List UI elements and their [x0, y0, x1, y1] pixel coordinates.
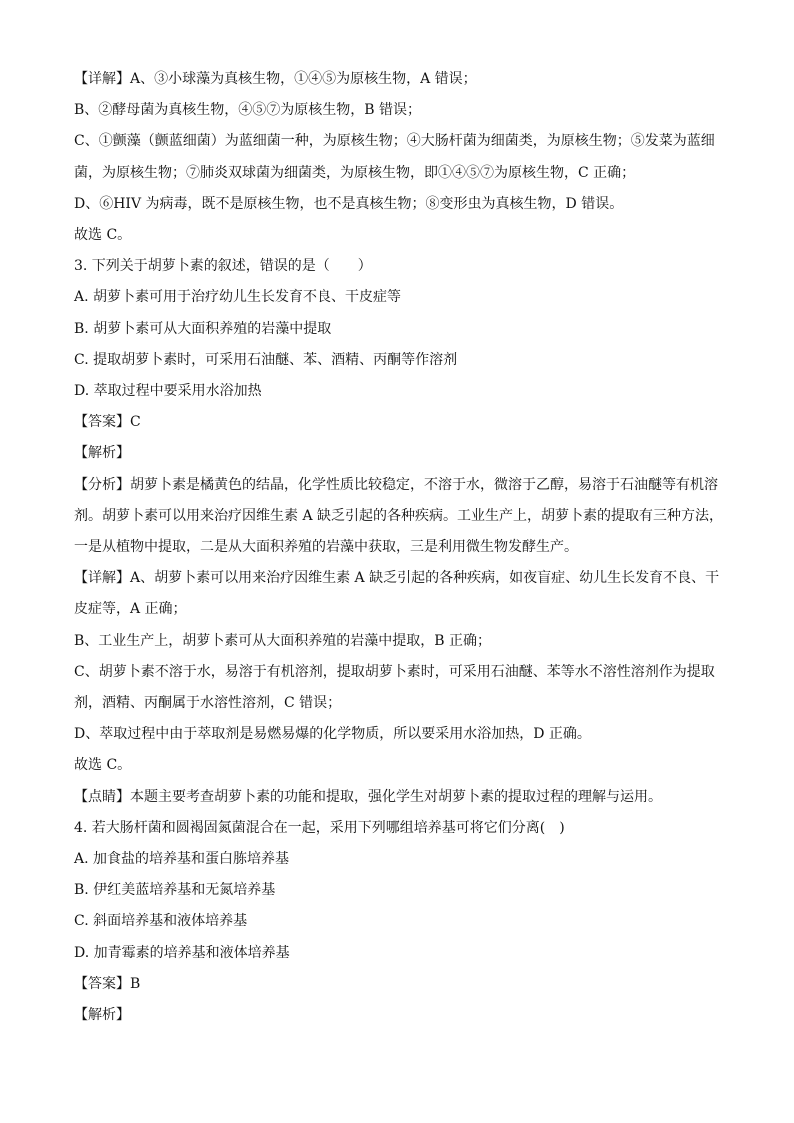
text-line: D、萃取过程中由于萃取剂是易燃易爆的化学物质，所以要采用水浴加热，D 正确。 — [74, 726, 591, 743]
option-c: C. 斜面培养基和液体培养基 — [74, 913, 248, 930]
question-stem: 4. 若大肠杆菌和圆褐固氮菌混合在一起，采用下列哪组培养基可将它们分离( ) — [74, 819, 565, 836]
text-line: 【分析】胡萝卜素是橘黄色的结晶，化学性质比较稳定，不溶于水，微溶于乙醇，易溶于石油醚等有机溶 — [74, 476, 718, 493]
text-line: 【点睛】本题主要考查胡萝卜素的功能和提取，强化学生对胡萝卜素的提取过程的理解与运用。 — [74, 788, 662, 805]
text-line: 剂。胡萝卜素可以用来治疗因维生素 A 缺乏引起的各种疾病。工业生产上，胡萝卜素的提取有三种方法， — [74, 507, 724, 524]
text-line: 故选 C。 — [74, 227, 132, 244]
option-b: B. 伊红美蓝培养基和无氮培养基 — [74, 882, 276, 899]
text-line: C、①颤藻（颤蓝细菌）为蓝细菌一种，为原核生物；④大肠杆菌为细菌类，为原核生物；⑤发菜为蓝细 — [74, 133, 715, 150]
text-line: 一是从植物中提取，二是从大面积养殖的岩藻中获取，三是利用微生物发酵生产。 — [74, 539, 578, 556]
text-line: C、胡萝卜素不溶于水，易溶于有机溶剂，提取胡萝卜素时，可采用石油醚、苯等水不溶性溶剂作为提取 — [74, 663, 715, 680]
document-page — [74, 64, 724, 1031]
analysis-heading: 【解析】 — [74, 445, 130, 462]
option-d: D. 萃取过程中要采用水浴加热 — [74, 383, 262, 400]
answer-line: 【答案】C — [74, 414, 141, 431]
text-line: 剂，酒精、丙酮属于水溶性溶剂，C 错误； — [74, 695, 342, 712]
text-line: 菌，为原核生物；⑦肺炎双球菌为细菌类，为原核生物，即①④⑤⑦为原核生物，C 正确； — [74, 164, 636, 181]
option-a: A. 胡萝卜素可用于治疗幼儿生长发育不良、干皮症等 — [74, 289, 402, 306]
text-line: B、工业生产上，胡萝卜素可从大面积养殖的岩藻中提取，B 正确； — [74, 632, 492, 649]
text-line: 故选 C。 — [74, 757, 132, 774]
answer-line: 【答案】B — [74, 975, 141, 992]
text-line: D、⑥HIV 为病毒，既不是原核生物，也不是真核生物；⑧变形虫为真核生物，D 错误。 — [74, 195, 624, 212]
option-a: A. 加食盐的培养基和蛋白胨培养基 — [74, 851, 290, 868]
option-d: D. 加青霉素的培养基和液体培养基 — [74, 944, 290, 961]
text-line: 【详解】A、③小球藻为真核生物，①④⑤为原核生物，A 错误； — [74, 71, 477, 87]
analysis-heading: 【解析】 — [74, 1007, 130, 1024]
text-line: B、②酵母菌为真核生物，④⑤⑦为原核生物，B 错误； — [74, 102, 422, 119]
text-line: 皮症等，A 正确； — [74, 601, 187, 618]
question-stem: 3. 下列关于胡萝卜素的叙述，错误的是（ ） — [74, 258, 372, 275]
option-b: B. 胡萝卜素可从大面积养殖的岩藻中提取 — [74, 320, 332, 337]
option-c: C. 提取胡萝卜素时，可采用石油醚、苯、酒精、丙酮等作溶剂 — [74, 351, 458, 368]
text-line: 【详解】A、胡萝卜素可以用来治疗因维生素 A 缺乏引起的各种疾病，如夜盲症、幼儿生长发育不良、干 — [74, 570, 720, 587]
